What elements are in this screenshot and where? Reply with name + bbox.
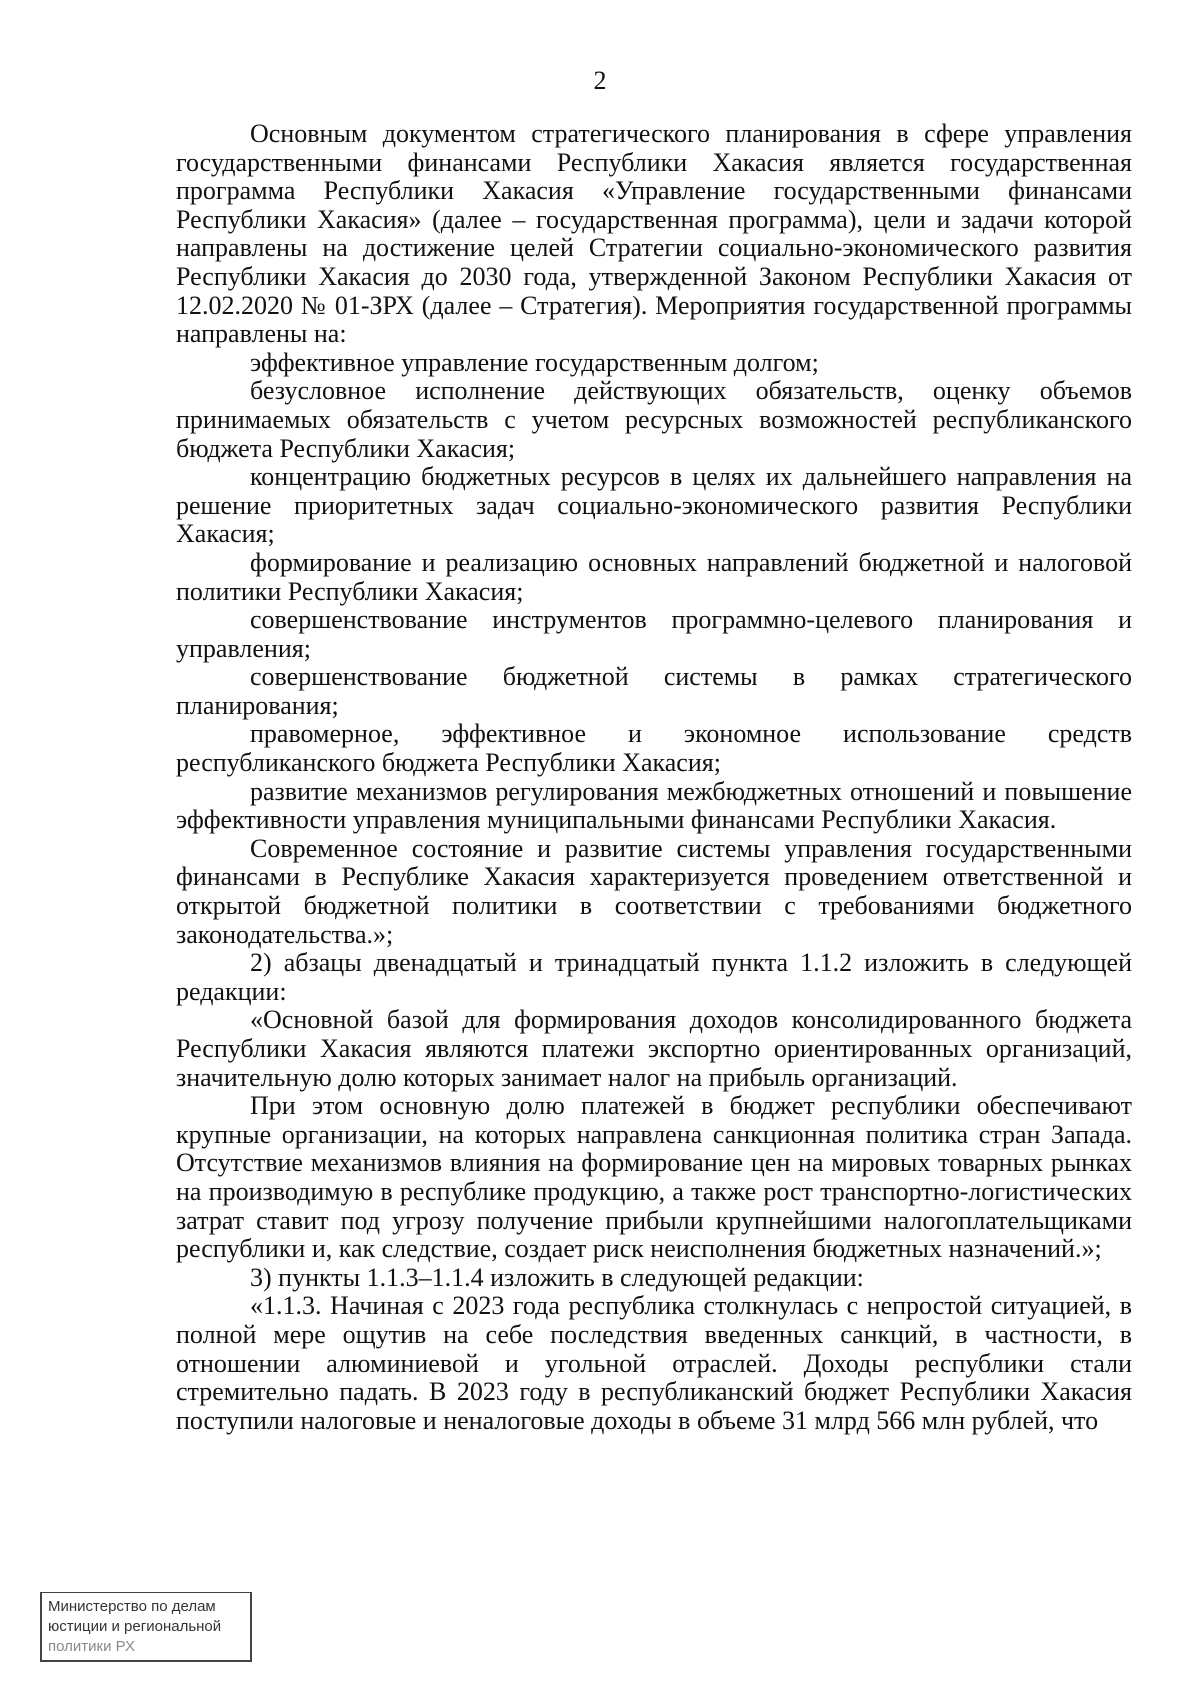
paragraph: концентрацию бюджетных ресурсов в целях их дальнейшего направления на решение приоритетных задач социально-экономического развития Республики Хакасия; <box>176 462 1132 549</box>
paragraph: «Основной базой для формирования доходов консолидированного бюджета Республики Хакасия являются платежи экспортно ориентированных организаций, значительную долю которых занимает налог на прибыль организаций. <box>176 1005 1132 1092</box>
stamp-line: политики РХ <box>48 1638 135 1655</box>
paragraph: 3) пункты 1.1.3–1.1.4 изложить в следующей редакции: <box>250 1262 864 1292</box>
paragraph: совершенствование бюджетной системы в рамках стратегического планирования; <box>176 662 1132 720</box>
document-body <box>176 120 1132 1435</box>
paragraph: совершенствование инструментов программно-целевого планирования и управления; <box>176 605 1132 663</box>
paragraph: эффективное управление государственным долгом; <box>250 347 819 377</box>
paragraph: безусловное исполнение действующих обязательств, оценку объемов принимаемых обязательств с учетом ресурсных возможностей республиканского бюджета Республики Хакасия; <box>176 376 1132 463</box>
paragraph: развитие механизмов регулирования межбюджетных отношений и повышение эффективности управления муниципальными финансами Республики Хакасия. <box>176 776 1132 835</box>
paragraph: При этом основную долю платежей в бюджет республики обеспечивают крупные организации, на которых направлена санкционная политика стран Запада. Отсутствие механизмов влияния на формирование цен на мировых товарных рынках на производимую в республике продукцию, а также рост транспортно-логистических затрат ставит под угрозу получение прибыли крупнейшими налогоплательщиками республики и, как следствие, создает риск неисполнения бюджетных назначений.»; <box>176 1091 1132 1264</box>
page-number: 2 <box>593 66 607 95</box>
paragraph: правомерное, эффективное и экономное использование средств республиканского бюджета Республики Хакасия; <box>176 719 1132 778</box>
paragraph: формирование и реализацию основных направлений бюджетной и налоговой политики Республики Хакасия; <box>176 547 1132 606</box>
paragraph: Основным документом стратегического планирования в сфере управления государственными финансами Республики Хакасия является государственная программа Республики Хакасия «Управление государственными финансами Республики Хакасия» (далее – государственная программа), цели и задачи которой направлены на достижение целей Стратегии социально-экономического развития Республики Хакасия до 2030 года, утвержденной Законом Республики Хакасия от 12.02.2020 № 01-ЗРХ (далее – Стратегия). Мероприятия государственной программы направлены на: <box>176 119 1132 349</box>
paragraph: Современное состояние и развитие системы управления государственными финансами в Республике Хакасия характеризуется проведением ответственной и открытой бюджетной политики в соответствии с требованиями бюджетного законодательства.»; <box>176 833 1132 949</box>
ministry-stamp <box>40 1592 252 1662</box>
paragraph: «1.1.3. Начиная с 2023 года республика столкнулась с непростой ситуацией, в полной мере ощутив на себе последствия введенных санкций, в частности, в отношении алюминиевой и угольной отраслей. Доходы республики стали стремительно падать. В 2023 году в республиканский бюджет Республики Хакасия поступили налоговые и неналоговые доходы в объеме 31 млрд 566 млн рублей, что <box>176 1291 1132 1435</box>
stamp-line: юстиции и региональной <box>48 1618 222 1635</box>
paragraph: 2) абзацы двенадцатый и тринадцатый пункта 1.1.2 изложить в следующей редакции: <box>176 948 1132 1006</box>
stamp-line: Министерство по делам <box>48 1598 216 1615</box>
